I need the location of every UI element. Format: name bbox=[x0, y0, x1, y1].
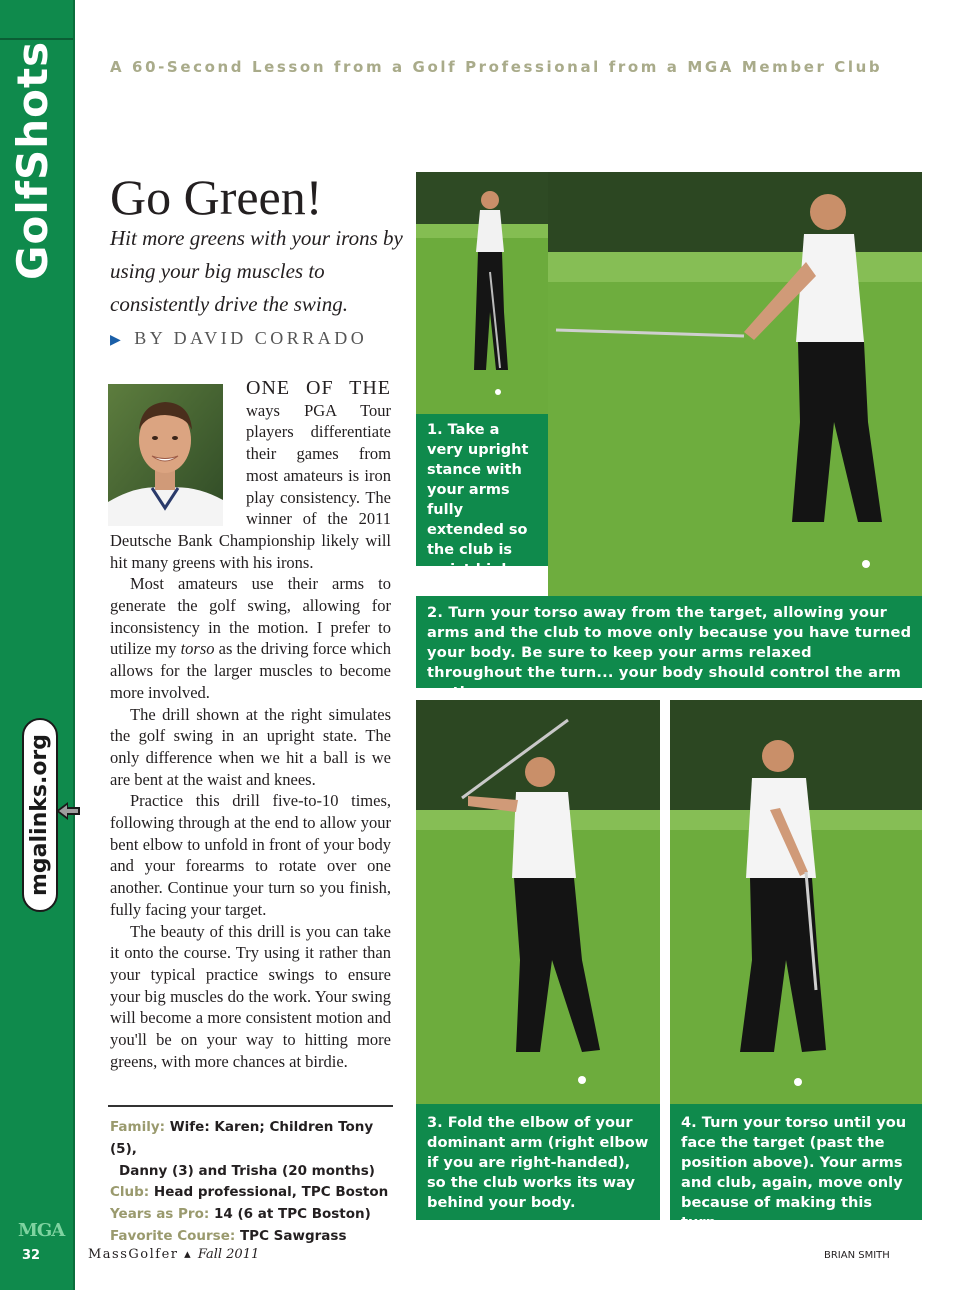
caption-step-3: 3. Fold the elbow of your dominant arm (right elbow if you are right-handed), so the club works its way behind your body. bbox=[416, 1104, 660, 1220]
photo-step-1-stance bbox=[416, 172, 548, 414]
fact-family bbox=[110, 1117, 395, 1161]
article-title: Go Green! bbox=[110, 169, 323, 225]
paragraph-2 bbox=[110, 573, 391, 703]
photo-step-3-fold bbox=[416, 700, 660, 1104]
website-link[interactable]: mgalinks.org bbox=[22, 718, 58, 912]
paragraph-2-text-b: as the driving force which allows for the larger muscles to become more involved. bbox=[110, 639, 391, 702]
photo-step-4-finish bbox=[670, 700, 922, 1104]
byline-text: BY DAVID CORRADO bbox=[134, 328, 368, 348]
fact-value: TPC Sawgrass bbox=[239, 1227, 347, 1244]
paragraph-3: The drill shown at the right simulates the golf swing in an upright state. The only difference when we hit a ball is we are bent at the waist and knees. bbox=[110, 704, 391, 789]
article-body bbox=[110, 378, 391, 1073]
byline bbox=[110, 328, 367, 349]
fact-family-cont: Danny (3) and Trisha (20 months) bbox=[119, 1162, 375, 1179]
paragraph-5: The beauty of this drill is you can take it onto the course. Try using it rather than your typical practice swings to ensure your big muscles do the work. Your swing will become a more consistent motion and you'll be on your way to hitting more greens, with more chances at birdie. bbox=[110, 921, 391, 1071]
section-brand: GolfShots bbox=[8, 40, 57, 280]
bullet-icon: ▶ bbox=[110, 333, 125, 348]
paragraph-4: Practice this drill five-to-10 times, following through at the end to allow your bent elbow to unfold in front of your body and your forearms to rotate over one another. Continue your turn so you finish, fully facing your target. bbox=[110, 791, 391, 919]
fact-value: Head professional, TPC Boston bbox=[153, 1184, 389, 1201]
issue-season: Fall 2011 bbox=[197, 1247, 260, 1262]
fact-value: 14 (6 at TPC Boston) bbox=[213, 1206, 371, 1223]
caption-step-4: 4. Turn your torso until you face the target (past the position above). Your arms and club, again, move only because of making this turn. bbox=[670, 1104, 922, 1220]
publication-name: MassGolfer bbox=[88, 1247, 179, 1262]
fact-value: Wife: Karen; Children Tony (5), bbox=[110, 1119, 374, 1157]
fact-label: Favorite Course: bbox=[110, 1227, 236, 1244]
article-deck: Hit more greens with your irons by using your big muscles to consistently drive the swing. bbox=[110, 226, 403, 316]
arrow-icon bbox=[54, 800, 82, 822]
fact-years bbox=[110, 1204, 395, 1226]
caption-step-1: 1. Take a very upright stance with your arms fully extended so the club is waist high. bbox=[416, 414, 548, 566]
paragraph-1-text: ways PGA Tour players differentiate their games from most amateurs is iron play consistency. The winner of the 2011 Deutsche Bank Championship likely will hit many greens with his irons. bbox=[110, 400, 391, 572]
fact-label: Years as Pro: bbox=[110, 1206, 210, 1223]
pro-facts bbox=[110, 1117, 395, 1248]
fact-label: Club: bbox=[110, 1184, 150, 1201]
paragraph-2-emphasis: torso bbox=[180, 639, 215, 659]
kicker: A 60-Second Lesson from a Golf Professional from a MGA Member Club bbox=[110, 58, 883, 76]
sidebar-edge-rule bbox=[73, 0, 75, 1290]
fact-label: Family: bbox=[110, 1119, 166, 1135]
photo-credit: BRIAN SMITH bbox=[824, 1250, 890, 1261]
paragraph-2-text-a: Most amateurs use their arms to generate the golf swing, allowing for inconsistency in the motion. I prefer to utilize my bbox=[110, 574, 391, 659]
fact-club bbox=[110, 1182, 395, 1204]
lead-in: ONE OF THE bbox=[246, 377, 391, 399]
caption-step-2: 2. Turn your torso away from the target, allowing your arms and the club to move only because you have turned your body. Be sure to keep your arms relaxed throughout the turn... your body should control the arm motion. bbox=[416, 596, 922, 688]
facts-divider bbox=[108, 1105, 393, 1107]
page-number: 32 bbox=[22, 1248, 41, 1263]
publication-footer bbox=[88, 1247, 259, 1262]
mga-logo: MGA bbox=[18, 1220, 65, 1241]
photo-step-2-turn bbox=[548, 172, 922, 596]
fact-course bbox=[110, 1226, 395, 1248]
diamond-icon: ▴ bbox=[184, 1247, 193, 1262]
